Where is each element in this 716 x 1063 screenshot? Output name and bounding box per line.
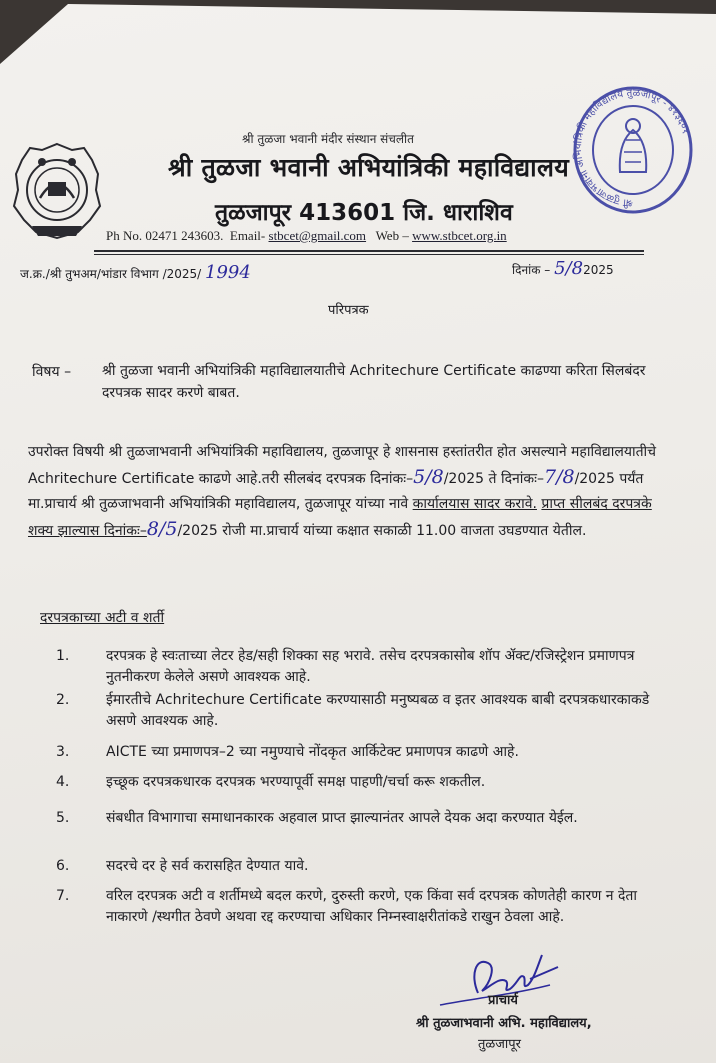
mid-text: /2025 ते दिनांकः– [443, 471, 544, 487]
web-label: Web – [375, 228, 409, 243]
reference-handwritten-number: 1994 [205, 262, 251, 283]
conditions-heading: दरपत्रकाच्या अटी व शर्ती [40, 610, 165, 626]
to-date-handwritten: 7/8 [543, 466, 575, 488]
college-name: श्री तुळजा भवानी अभियांत्रिकी महाविद्यालय [168, 153, 569, 182]
managing-trust-line: श्री तुळजा भवानी मंदीर संस्थान संचलीत [242, 132, 414, 146]
condition-text: सदरचे दर हे सर्व करासहित देण्यात यावे. [106, 858, 309, 874]
condition-text: दरपत्रक हे स्वःताच्या लेटर हेड/सही शिक्का सह भरावे. तसेच दरपत्रकासोब शॉप ॲक्ट/रजिस्ट्रेशन प्रमाणपत्र नुतनीकरण केलेले असणे आवश्यक आहे. [106, 648, 635, 685]
stamp-text: श्री तुळजाभवानी अभियांत्रिकी महाविद्यालय तुळजापूर - ४१३६०१ [572, 87, 691, 209]
body-paragraph [28, 440, 668, 544]
condition-text: AICTE च्या प्रमाणपत्र–2 च्या नमुण्याचे नोंदकृत आर्किटेक्ट प्रमाणपत्र काढणे आहे. [106, 744, 519, 760]
body-text-3: प्राप्त सीलबंद दरपत्रके शक्य झाल्यास दिनांकः– [28, 496, 652, 539]
contact-line [106, 228, 507, 244]
condition-number: 2. [56, 692, 70, 708]
circular-title: परिपत्रक [328, 303, 369, 318]
condition-number: 6. [56, 858, 70, 874]
condition-number: 4. [56, 774, 70, 790]
subject-text: श्री तुळजा भवानी अभियांत्रिकी महाविद्यालयातीचे Achritechure Certificate काढण्या करिता सिलबंदर दरपत्रक सादर करणे बाबत. [102, 363, 646, 401]
header-rule [94, 250, 644, 252]
body-text-1: उपरोक्त विषयी श्री तुळजाभवानी अभियांत्रिकी महाविद्यालय, तुळजापूर हे शासनास हस्तांतरीत होत असल्याने महाविद्यालयातीचे Achritechure Certificate काढणे आहे.तरी सीलबंद दरपत्रक [28, 444, 657, 487]
date-year: 2025 [583, 263, 614, 277]
condition-text: ईमारतीचे Achritechure Certificate करण्यासाठी मनुष्यबळ व इतर आवश्यक बाबी दरपत्रकधारकाकडे असणे आवश्यक आहे. [106, 692, 650, 729]
from-date-handwritten: 5/8 [413, 466, 444, 488]
email-label: Email- [229, 228, 266, 243]
reference-number [20, 262, 251, 283]
condition-number: 3. [56, 744, 70, 760]
phone-number: Ph No. 02471 243603. [106, 228, 224, 243]
condition-number: 7. [56, 888, 70, 904]
signatory-institution: श्री तुळजाभवानी अभि. महाविद्यालय, [416, 1016, 592, 1031]
date-handwritten: 5/8 [554, 258, 584, 279]
body-text-4: /2025 रोजी मा.प्राचार्य यांच्या कक्षात सकाळी 11.00 वाजता उघडण्यात येतील. [177, 523, 587, 539]
header-rule-thin [94, 254, 644, 255]
condition-number: 1. [56, 648, 70, 664]
from-date-label: दिनांकः– [370, 471, 414, 487]
office-stamp-icon [570, 82, 696, 222]
opening-date-handwritten: 8/5 [146, 518, 178, 540]
condition-text: संबधीत विभागाचा समाधानकारक अहवाल प्राप्त झाल्यानंतर आपले देयक अदा करण्यात येईल. [106, 810, 578, 826]
date-label: दिनांक – [512, 263, 551, 277]
subject-label: विषय – [32, 364, 72, 380]
condition-text: वरिल दरपत्रक अटी व शर्तीमध्ये बदल करणे, दुरुस्ती करणे, एक किंवा सर्व दरपत्रक कोणतेही कारण न देता नाकारणे /स्थगीत ठेवणे अथवा रद्द करण्याचा अधिकार निम्नस्वाक्षरीतांकडे राखुन ठेवला आहे. [106, 888, 638, 925]
reference-prefix: ज.क्र./श्री तुभअम/भांडार विभाग /2025/ [20, 267, 202, 281]
letter-date [512, 258, 614, 279]
college-logo-icon [12, 140, 102, 242]
email-link[interactable]: stbcet@gmail.com [268, 228, 367, 243]
condition-text: इच्छूक दरपत्रकधारक दरपत्रक भरण्यापूर्वी समक्ष पाहणी/चर्चा करू शकतील. [106, 774, 486, 790]
college-address: तुळजापूर 413601 जि. धाराशिव [215, 200, 513, 226]
body-text-underlined: कार्यालयास सादर करावे. [412, 496, 537, 512]
signatory-place: तुळजापूर [478, 1037, 522, 1052]
signatory-title: प्राचार्य [488, 993, 518, 1008]
condition-number: 5. [56, 810, 70, 826]
body-text-2: /2025 पर्यंत मा.प्राचार्य श्री तुळजाभवानी अभियांत्रिकी महाविद्यालय, तुळजापूर यांच्या नावे [28, 471, 644, 512]
website-link[interactable]: www.stbcet.org.in [412, 228, 507, 243]
